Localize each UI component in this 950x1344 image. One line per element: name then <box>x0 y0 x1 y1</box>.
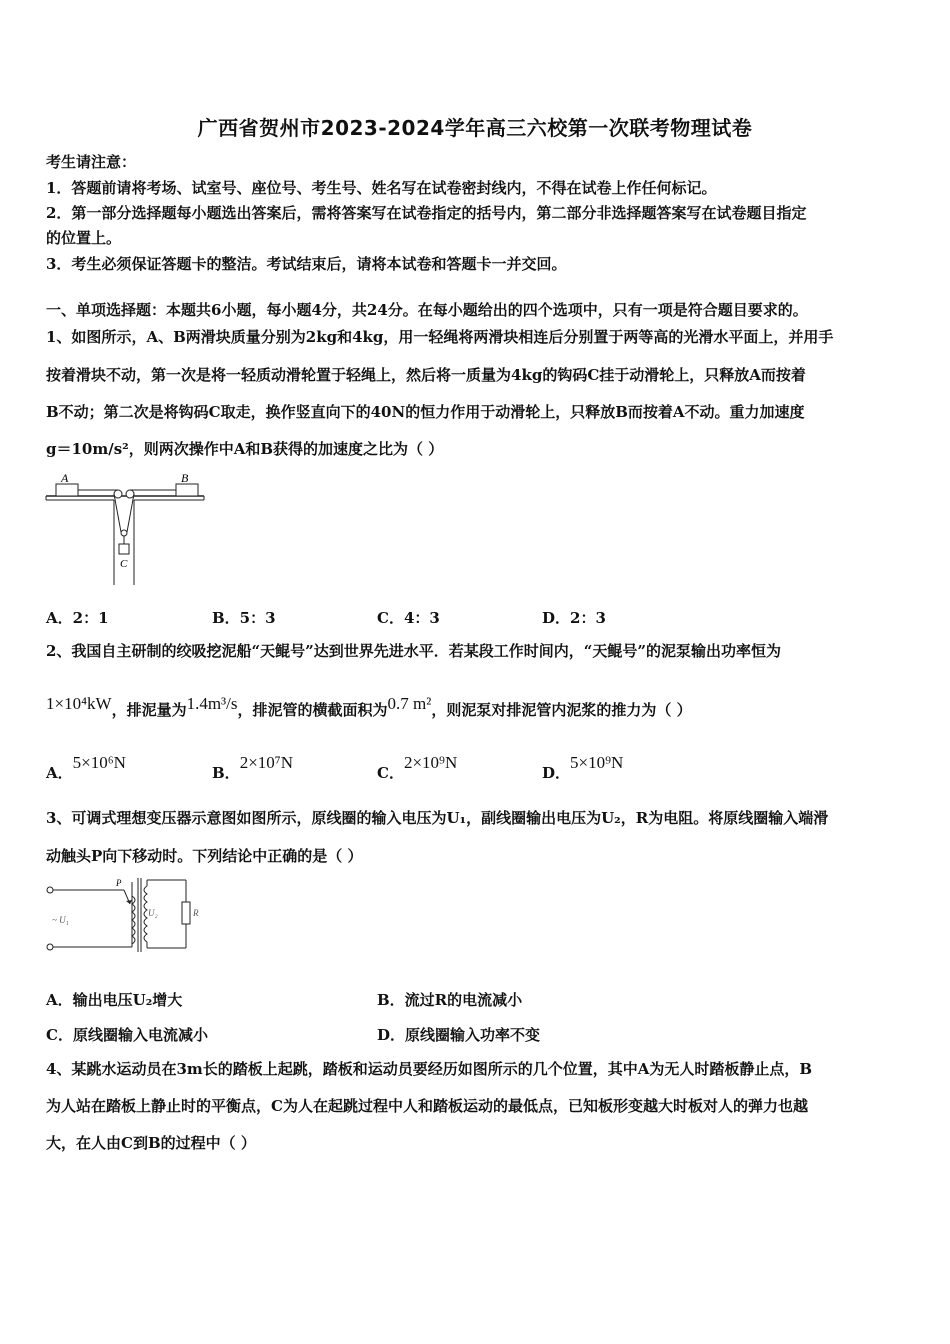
q1-label-b: B <box>181 471 189 485</box>
q1-option-a[interactable]: A．2：1 <box>46 609 109 627</box>
q3-line-2: 动触头P向下移动时。下列结论中正确的是（ ） <box>46 847 363 865</box>
q3-option-c[interactable]: C．原线圈输入电流减小 <box>46 1026 208 1044</box>
q1-pulley-figure <box>44 470 214 588</box>
q4-line-1: 4、某跳水运动员在3m长的踏板上起跳，踏板和运动员要经历如图所示的几个位置，其中A为无人时踏板静止点，B <box>46 1060 813 1078</box>
q1-option-c[interactable]: C．4：3 <box>377 609 440 627</box>
section-heading: 一、单项选择题：本题共6小题，每小题4分，共24分。在每小题给出的四个选项中，只有一项是符合题目要求的。 <box>46 301 808 319</box>
q1-option-d[interactable]: D．2：3 <box>542 609 606 627</box>
exam-title: 广西省贺州市2023-2024学年高三六校第一次联考物理试卷 <box>197 116 753 140</box>
q2-flow: 1.4m³/s <box>186 694 238 713</box>
q2-option-c[interactable]: C．2×10⁹N <box>377 753 458 782</box>
q2-power: 1×10⁴kW <box>46 694 112 713</box>
q1-line-3: B不动；第二次是将钩码C取走，换作竖直向下的40N的恒力作用于动滑轮上，只释放B而按着A不动。重力加速度 <box>46 403 805 421</box>
q2-option-d[interactable]: D．5×10⁹N <box>542 753 624 782</box>
notice-heading: 考生请注意： <box>46 153 137 171</box>
q2-option-b[interactable]: B．2×10⁷N <box>212 753 293 782</box>
q1-label-a: A <box>61 471 69 485</box>
q4-line-2: 为人站在踏板上静止时的平衡点，C为人在起跳过程中人和踏板运动的最低点，已知板形变越大时板对人的弹力也越 <box>46 1097 808 1115</box>
q2-option-a[interactable]: A．5×10⁶N <box>46 753 126 782</box>
q2-text-a: ，排泥量为 <box>111 701 187 719</box>
q3-label-p: P <box>116 878 122 888</box>
q3-label-u2: U₂ <box>148 908 158 918</box>
q3-line-1: 3、可调式理想变压器示意图如图所示，原线圈的输入电压为U₁，副线圈输出电压为U₂，R为电阻。将原线圈输入端滑 <box>46 809 829 827</box>
q2-line-1: 2、我国自主研制的绞吸挖泥船“天鲲号”达到世界先进水平．若某段工作时间内，“天鲲号”的泥泵输出功率恒为 <box>46 642 781 660</box>
notice-item-1: 1．答题前请将考场、试室号、座位号、考生号、姓名写在试卷密封线内，不得在试卷上作任何标记。 <box>46 179 717 197</box>
q1-line-4: g＝10m/s²，则两次操作中A和B获得的加速度之比为（ ） <box>46 440 444 458</box>
q3-option-a[interactable]: A．输出电压U₂增大 <box>46 991 183 1009</box>
q1-line-1: 1、如图所示，A、B两滑块质量分别为2kg和4kg，用一轻绳将两滑块相连后分别置于两等高的光滑水平面上，并用手 <box>46 328 834 346</box>
notice-item-2: 2．第一部分选择题每小题选出答案后，需将答案写在试卷指定的括号内，第二部分非选择题答案写在试卷题目指定 <box>46 204 807 222</box>
notice-item-3: 3．考生必须保证答题卡的整洁。考试结束后，请将本试卷和答题卡一并交回。 <box>46 255 567 273</box>
q4-line-3: 大，在人由C到B的过程中（ ） <box>46 1134 256 1152</box>
q3-label-r: R <box>193 908 199 918</box>
q2-line-2 <box>46 695 908 725</box>
q1-option-b[interactable]: B．5：3 <box>212 609 276 627</box>
q3-transformer-figure <box>44 874 204 954</box>
q2-text-c: ，则泥泵对排泥管内泥浆的推力为（ ） <box>431 701 692 719</box>
q3-option-b[interactable]: B．流过R的电流减小 <box>377 991 523 1009</box>
q1-label-c: C <box>120 558 128 570</box>
q3-label-u1: ~ U₁ <box>52 915 69 925</box>
q1-line-2: 按着滑块不动，第一次是将一轻质动滑轮置于轻绳上，然后将一质量为4kg的钩码C挂于动滑轮上，只释放A而按着 <box>46 366 806 384</box>
notice-item-2-cont: 的位置上。 <box>46 229 122 247</box>
q2-text-b: ，排泥管的横截面积为 <box>237 701 388 719</box>
q2-area: 0.7 m² <box>387 694 432 713</box>
q3-option-d[interactable]: D．原线圈输入功率不变 <box>377 1026 541 1044</box>
